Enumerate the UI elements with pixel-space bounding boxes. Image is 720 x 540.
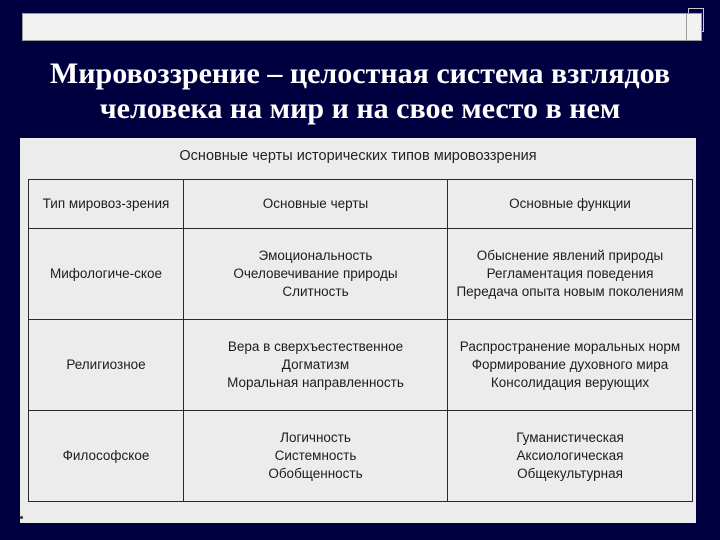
function-item: Передача опыта новым поколениям — [456, 284, 684, 299]
feature-item: Логичность — [280, 430, 351, 445]
scanned-table-figure — [20, 138, 696, 523]
header-functions: Основные функции — [448, 180, 693, 229]
function-item: Аксиологическая — [516, 448, 624, 463]
decorative-square — [686, 13, 702, 41]
function-item: Обыснение явлений природы — [476, 248, 664, 263]
table-row — [29, 320, 693, 411]
row-features — [184, 411, 448, 502]
row-type: Мифологиче-ское — [29, 229, 184, 320]
header-features: Основные черты — [184, 180, 448, 229]
function-item: Гуманистическая — [516, 430, 624, 445]
worldview-types-table — [28, 179, 693, 502]
table-caption: Основные черты исторических типов мировоззрения — [179, 148, 537, 164]
table-header-row — [29, 180, 693, 229]
feature-item: Обобщенность — [268, 466, 363, 481]
table-row — [29, 229, 693, 320]
slide-title-line-2: человека на мир и на свое место в нем — [99, 92, 621, 125]
decorative-bar — [22, 13, 688, 41]
top-decoration — [22, 7, 702, 39]
function-item: Регламентация поведения — [486, 266, 654, 281]
feature-item: Слитность — [282, 284, 349, 299]
feature-item: Моральная направленность — [227, 375, 404, 390]
slide-title — [0, 56, 720, 126]
row-features — [184, 229, 448, 320]
function-item: Распространение моральных норм — [459, 339, 681, 354]
table-row — [29, 411, 693, 502]
function-item: Общекультурная — [517, 466, 623, 481]
slide-title-line-1: Мировоззрение – целостная система взглядов — [49, 57, 671, 90]
header-type: Тип мировоз-зрения — [29, 180, 184, 229]
row-functions — [448, 229, 693, 320]
feature-item: Очеловечивание природы — [233, 266, 398, 281]
row-functions — [448, 411, 693, 502]
function-item: Формирование духовного мира — [471, 357, 669, 372]
feature-item: Системность — [274, 448, 357, 463]
feature-item: Вера в сверхъестественное — [227, 339, 404, 354]
row-features — [184, 320, 448, 411]
row-type: Философское — [29, 411, 184, 502]
row-functions — [448, 320, 693, 411]
row-type: Религиозное — [29, 320, 184, 411]
bullet-dot — [20, 516, 23, 519]
feature-item: Эмоциональность — [258, 248, 373, 263]
feature-item: Догматизм — [281, 357, 350, 372]
function-item: Консолидация верующих — [490, 375, 650, 390]
